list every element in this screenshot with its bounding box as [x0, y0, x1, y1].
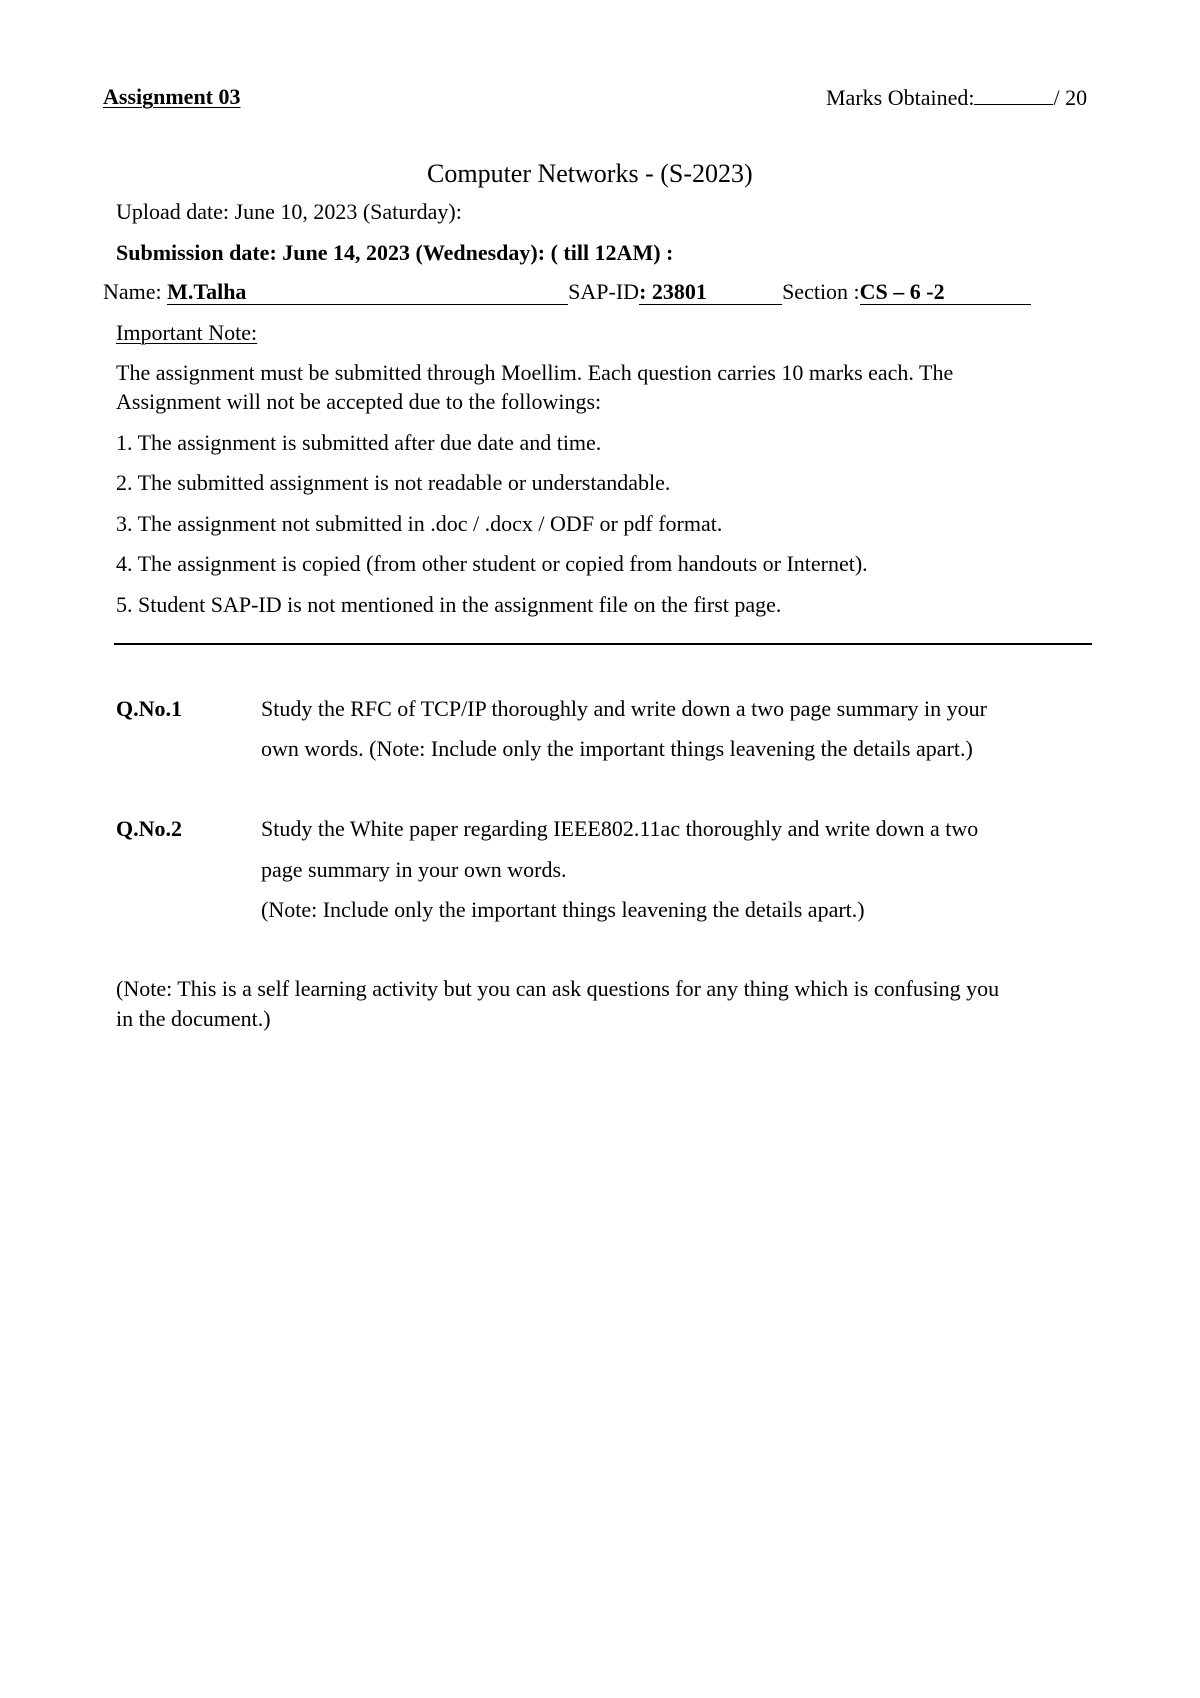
assignment-label: Assignment 03 — [103, 84, 241, 109]
note-item-1: 1. The assignment is submitted after due date and time. — [116, 430, 602, 455]
marks-obtained-label: Marks Obtained: — [826, 85, 975, 110]
question-1-label: Q.No.1 — [116, 696, 182, 721]
student-info-row — [103, 281, 1031, 305]
important-note-intro-line-2: Assignment will not be accepted due to the followings: — [116, 389, 602, 414]
note-item-3: 3. The assignment not submitted in .doc / .docx / ODF or pdf format. — [116, 511, 723, 536]
upload-date: Upload date: June 10, 2023 (Saturday): — [116, 199, 462, 224]
marks-obtained — [826, 86, 1087, 109]
name-label: Name: — [103, 279, 168, 304]
question-2-label: Q.No.2 — [116, 816, 182, 841]
sap-id-value: : 23801 — [639, 281, 782, 305]
submission-date: Submission date: June 14, 2023 (Wednesday): ( till 12AM) : — [116, 240, 674, 265]
closing-note-line-2: in the document.) — [116, 1006, 271, 1031]
section-value: CS – 6 -2 — [860, 281, 1031, 305]
marks-total: / 20 — [1053, 85, 1088, 110]
question-2-line-2: page summary in your own words. — [261, 857, 567, 882]
question-2-line-3: (Note: Include only the important things leavening the details apart.) — [261, 897, 865, 922]
note-item-5: 5. Student SAP-ID is not mentioned in the assignment file on the first page. — [116, 592, 782, 617]
question-1-line-2: own words. (Note: Include only the important things leavening the details apart.) — [261, 736, 973, 761]
question-2-line-1: Study the White paper regarding IEEE802.11ac thoroughly and write down a two — [261, 816, 979, 841]
course-title: Computer Networks - (S-2023) — [427, 159, 753, 188]
question-1-line-1: Study the RFC of TCP/IP thoroughly and write down a two page summary in your — [261, 696, 987, 721]
important-note-intro-line-1: The assignment must be submitted through Moellim. Each question carries 10 marks each. The — [116, 360, 954, 385]
note-item-4: 4. The assignment is copied (from other student or copied from handouts or Internet). — [116, 551, 868, 576]
sap-id-label: SAP-ID — [568, 279, 640, 304]
marks-blank-line — [974, 86, 1053, 105]
section-divider — [114, 643, 1092, 645]
note-item-2: 2. The submitted assignment is not readable or understandable. — [116, 470, 671, 495]
closing-note-line-1: (Note: This is a self learning activity but you can ask questions for any thing which is confusing you — [116, 976, 1000, 1001]
name-value: M.Talha — [167, 281, 568, 305]
important-note-heading: Important Note: — [116, 320, 258, 345]
section-label: Section : — [782, 279, 860, 304]
